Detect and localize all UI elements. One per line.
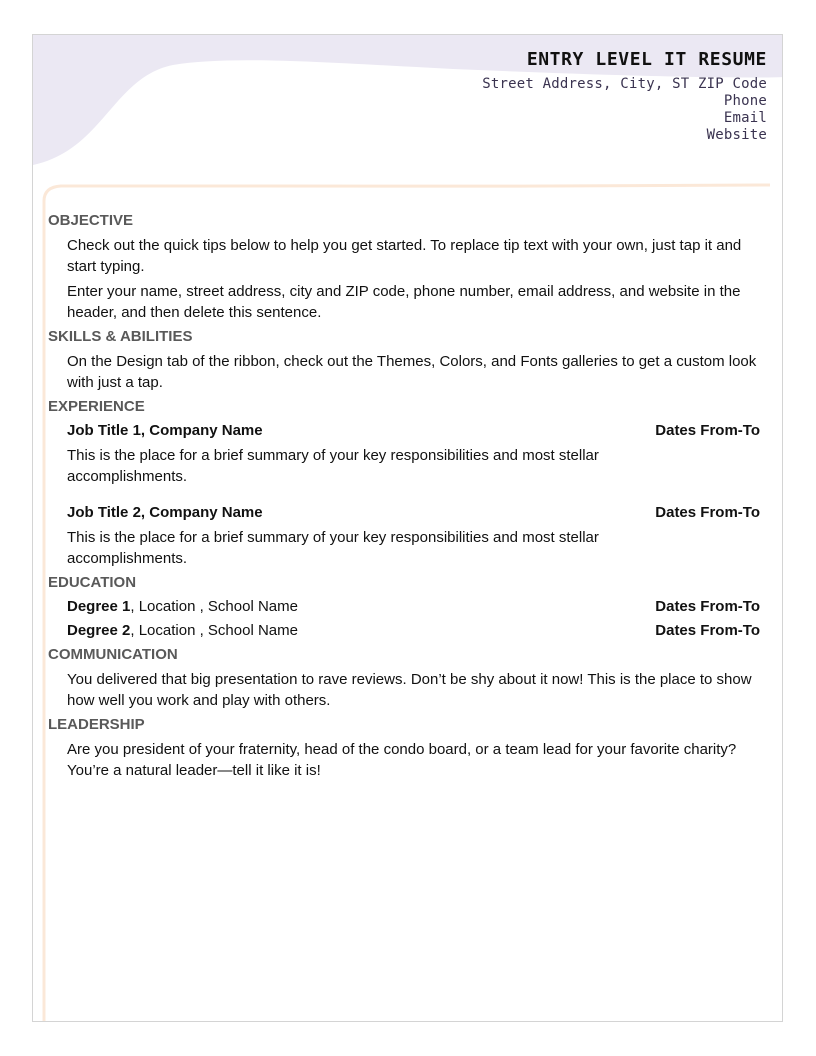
job-summary: This is the place for a brief summary of your key responsibilities and most stellar accomplishments.: [67, 447, 599, 485]
degree-name: Degree 2: [67, 622, 131, 639]
address: Street Address, City, ST ZIP Code: [482, 76, 767, 92]
phone: Phone: [723, 93, 767, 109]
education-entry: [67, 621, 760, 641]
job-dates: Dates From-To: [655, 504, 760, 521]
education-location-school: , Location , School Name: [130, 622, 298, 639]
leadership-paragraph: Are you president of your fraternity, head of the condo board, or a team lead for your favorite charity? You’re a natural leader—tell it like it is!: [67, 741, 737, 779]
section-title-leadership: LEADERSHIP: [48, 716, 145, 733]
job-title: Job Title 1, Company Name: [67, 422, 263, 439]
section-title-objective: OBJECTIVE: [48, 212, 134, 229]
education-dates: Dates From-To: [655, 622, 760, 639]
resume-body: [48, 211, 760, 785]
skills-paragraph: On the Design tab of the ribbon, check out the Themes, Colors, and Fonts galleries to get a custom look with just a tap.: [67, 353, 757, 391]
email: Email: [723, 110, 767, 126]
objective-paragraph: Enter your name, street address, city and ZIP code, phone number, email address, and website in the header, and then delete this sentence.: [67, 283, 741, 321]
resume-title: ENTRY LEVEL IT RESUME: [526, 49, 767, 70]
objective-paragraph: Check out the quick tips below to help you get started. To replace tip text with your own, just tap it and start typing.: [67, 237, 742, 275]
job-dates: Dates From-To: [655, 422, 760, 439]
communication-paragraph: You delivered that big presentation to rave reviews. Don’t be shy about it now! This is the place to show how well you work and play with others.: [67, 671, 752, 709]
section-title-experience: EXPERIENCE: [48, 398, 145, 415]
section-title-skills: SKILLS & ABILITIES: [48, 328, 193, 345]
job-summary: This is the place for a brief summary of your key responsibilities and most stellar accomplishments.: [67, 529, 599, 567]
education-detail: [67, 621, 298, 641]
job-title: Job Title 2, Company Name: [67, 504, 263, 521]
education-location-school: , Location , School Name: [130, 598, 298, 615]
section-title-communication: COMMUNICATION: [48, 646, 178, 663]
job-header: [67, 421, 760, 441]
resume-page: [32, 34, 783, 1022]
education-detail: [67, 597, 298, 617]
education-dates: Dates From-To: [655, 598, 760, 615]
contact-header: [482, 49, 767, 144]
education-entry: [67, 597, 760, 617]
job-header: [67, 503, 760, 523]
degree-name: Degree 1: [67, 598, 131, 615]
section-title-education: EDUCATION: [48, 574, 137, 591]
website: Website: [706, 127, 767, 143]
